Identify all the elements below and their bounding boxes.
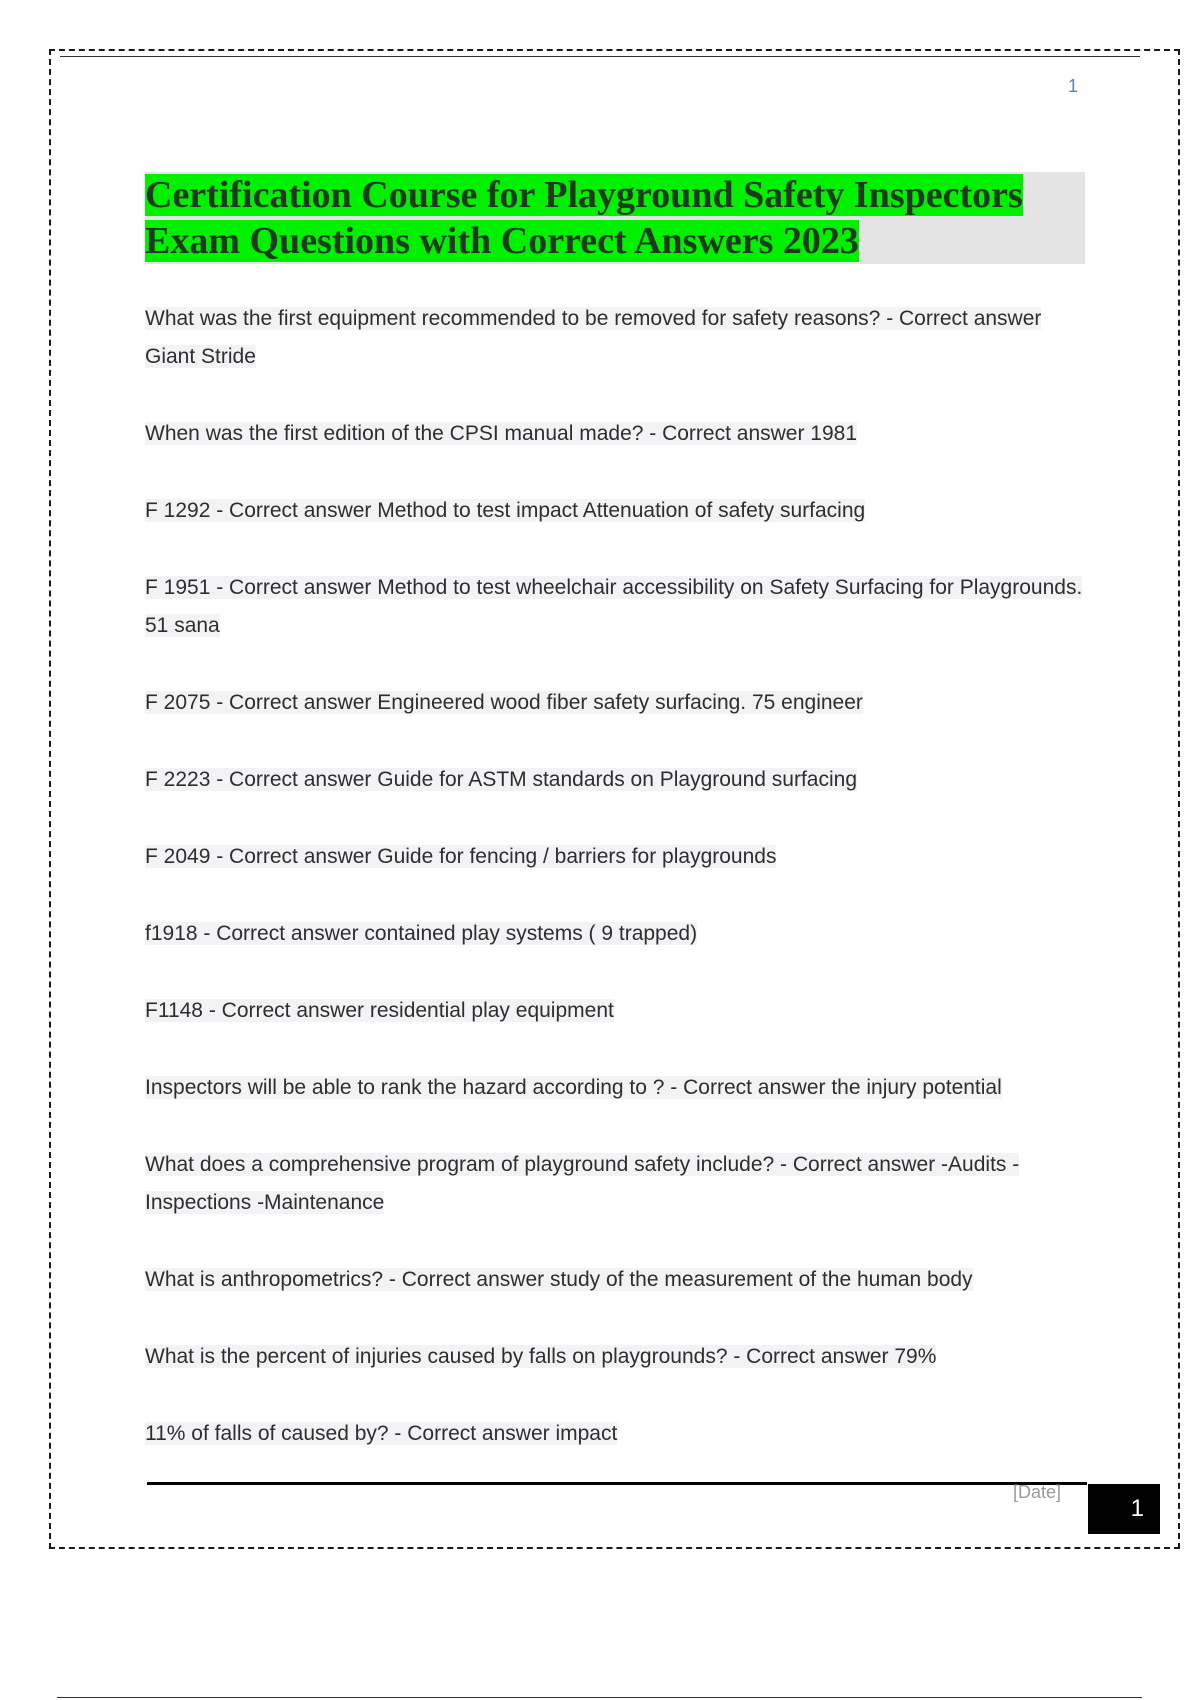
qa-item (145, 992, 1085, 1030)
qa-item (145, 492, 1085, 530)
footer-page-number-text: 1 (1130, 1495, 1144, 1522)
qa-item (145, 838, 1085, 876)
qa-item-text: f1918 - Correct answer contained play systems ( 9 trapped) (145, 922, 698, 945)
qa-item (145, 415, 1085, 453)
qa-item (145, 761, 1085, 799)
qa-item (145, 1415, 1085, 1453)
qa-item-text: F 1951 - Correct answer Method to test wheelchair accessibility on Safety Surfacing for Playgrounds. 51 sana (145, 576, 1083, 637)
document-title (145, 172, 1085, 264)
footer-date: [Date] (1013, 1482, 1062, 1502)
qa-item (145, 684, 1085, 722)
title-line-2-text: Exam Questions with Correct Answers 2023 (145, 220, 859, 262)
qa-item-text: F 2223 - Correct answer Guide for ASTM standards on Playground surfacing (145, 768, 858, 791)
qa-item (145, 915, 1085, 953)
qa-item-text: Inspectors will be able to rank the hazard according to ? - Correct answer the injury potential (145, 1076, 1002, 1099)
qa-item-text: What is anthropometrics? - Correct answer study of the measurement of the human body (145, 1268, 973, 1291)
top-divider (60, 56, 1140, 57)
qa-item (145, 1069, 1085, 1107)
qa-item (145, 300, 1085, 376)
qa-item-text: What is the percent of injuries caused by falls on playgrounds? - Correct answer 79% (145, 1345, 937, 1368)
title-line-2 (145, 218, 1085, 264)
header-page-number: 1 (1068, 76, 1079, 96)
qa-item (145, 1338, 1085, 1376)
qa-item-text: F1148 - Correct answer residential play equipment (145, 999, 614, 1022)
qa-item-text: What does a comprehensive program of playground safety include? - Correct answer -Audits -Inspections -Maintenance (145, 1153, 1020, 1214)
bottom-divider (57, 1697, 1142, 1698)
qa-item (145, 569, 1085, 645)
qa-item-text: F 2049 - Correct answer Guide for fencing / barriers for playgrounds (145, 845, 777, 868)
qa-item-text: F 1292 - Correct answer Method to test impact Attenuation of safety surfacing (145, 499, 866, 522)
qa-item (145, 1261, 1085, 1299)
title-line-1 (145, 172, 1085, 218)
qa-item (145, 1146, 1085, 1222)
footer-divider (147, 1482, 1087, 1485)
footer-page-number (1088, 1484, 1160, 1534)
qa-item-text: When was the first edition of the CPSI manual made? - Correct answer 1981 (145, 422, 858, 445)
qa-item-text: What was the first equipment recommended to be removed for safety reasons? - Correct answer Giant Stride (145, 307, 1042, 368)
title-line-1-text: Certification Course for Playground Safety Inspectors (145, 174, 1023, 216)
qa-item-text: 11% of falls of caused by? - Correct answer impact (145, 1422, 618, 1445)
qa-list (145, 300, 1085, 1492)
qa-item-text: F 2075 - Correct answer Engineered wood fiber safety surfacing. 75 engineer (145, 691, 863, 714)
